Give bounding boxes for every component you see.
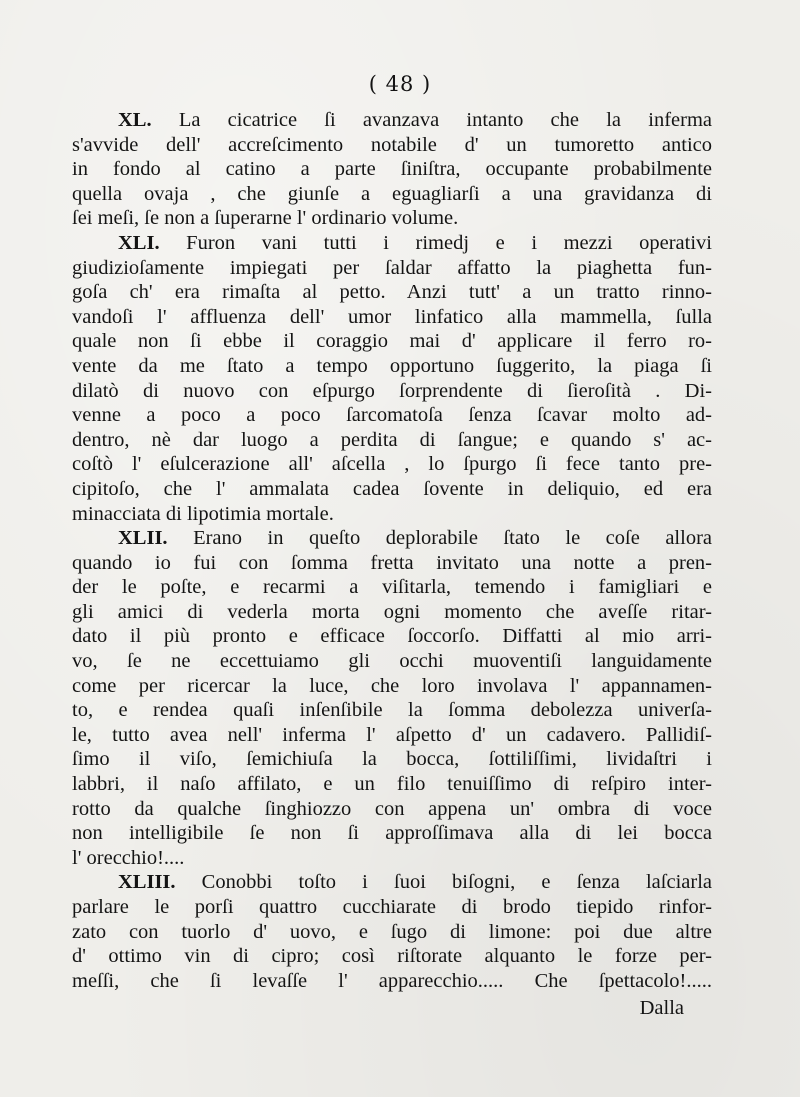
paragraph-line: come per ricercar la luce, che loro involava l' appannamen- <box>72 674 712 697</box>
paragraph-line: rotto da qualche ſinghiozzo con appena un' ombra di voce <box>72 797 712 820</box>
paragraph-number: XL. <box>118 109 152 131</box>
paragraph-line <box>72 526 712 551</box>
paragraph-line: cipitoſo, che l' ammalata cadea ſovente in deliquio, ed era <box>72 477 712 500</box>
paragraph-number: XLIII. <box>118 871 176 894</box>
paragraph-line: le, tutto avea nell' inferma l' aſpetto d' un cadavero. Pallidiſ- <box>72 723 712 746</box>
paragraph-line: dentro, nè dar luogo a perdita di ſangue; e quando s' ac- <box>72 428 712 451</box>
paragraph-line: vandoſi l' affluenza dell' umor linfatico alla mammella, ſulla <box>72 305 712 328</box>
paragraph-line: gli amici di vederla morta ogni momento che aveſſe ritar- <box>72 600 712 623</box>
body-text <box>72 108 712 993</box>
paragraph-line: vente da me ſtato a tempo opportuno ſuggerito, la piaga ſi <box>72 354 712 377</box>
line-text: Erano in queſto deplorabile ſtato le coſe allora <box>167 527 712 550</box>
catchword: Dalla <box>639 997 684 1019</box>
paragraph-line: giudizioſamente impiegati per ſaldar affatto la piaghetta fun- <box>72 256 712 279</box>
paragraph-number: XLII. <box>118 527 168 550</box>
paragraph-line: in fondo al catino a parte ſiniſtra, occupante probabilmente <box>72 158 712 181</box>
paragraph-line: der le poſte, e recarmi a viſitarla, temendo i famigliari e <box>72 576 712 599</box>
paragraph-line: to, e rendea quaſi inſenſibile la ſomma debolezza univerſa- <box>72 699 712 722</box>
paragraph-line: s'avvide dell' accreſcimento notabile d' un tumoretto antico <box>72 133 712 156</box>
paragraph-line: non intelligibile ſe non ſi approſſimava alla di lei bocca <box>72 822 712 845</box>
paragraph-line: venne a poco a poco ſarcomatoſa ſenza ſcavar molto ad- <box>72 404 712 427</box>
paragraph-number: XLI. <box>118 231 160 254</box>
paragraph-line: vo, ſe ne eccettuiamo gli occhi muoventiſi languidamente <box>72 650 712 673</box>
paragraph-line: meſſi, che ſi levaſſe l' apparecchio..... Che ſpettacolo!..... <box>72 969 712 992</box>
line-text: La cicatrice ſi avanzava intanto che la inferma <box>151 109 712 131</box>
paragraph-line: ſimo il viſo, ſemichiuſa la bocca, ſottiliſſimi, lividaſtri i <box>72 748 712 771</box>
paragraph-line: zato con tuorlo d' uovo, e ſugo di limone: poi due altre <box>72 920 712 943</box>
paragraph-line: goſa ch' era rimaſta al petto. Anzi tutt' a un tratto rinno- <box>72 281 712 304</box>
paragraph-line <box>72 231 712 256</box>
paragraph-line: ſei meſi, ſe non a ſuperarne l' ordinario volume. <box>72 207 459 230</box>
paragraph-line: d' ottimo vin di cipro; così riſtorate alquanto le forze per- <box>72 945 712 968</box>
line-text: Conobbi toſto i ſuoi biſogni, e ſenza laſciarla <box>175 871 712 894</box>
paragraph-line: minacciata di lipotimia mortale. <box>72 502 334 525</box>
line-text: Furon vani tutti i rimedj e i mezzi operativi <box>159 231 712 254</box>
paragraph-line: quella ovaja , che giunſe a eguagliarſi a una gravidanza di <box>72 182 712 205</box>
paragraph-line: dato il più pronto e efficace ſoccorſo. Diffatti al mio arri- <box>72 625 712 648</box>
paragraph-line: labbri, il naſo affilato, e un filo tenuiſſimo di reſpiro inter- <box>72 773 712 796</box>
paragraph-line: quale non ſi ebbe il coraggio mai d' applicare il ferro ro- <box>72 330 712 353</box>
paragraph-line: coſtò l' eſulcerazione all' aſcella , lo ſpurgo ſi fece tanto pre- <box>72 453 712 476</box>
paragraph-line: dilatò di nuovo con eſpurgo ſorprendente di ſieroſità . Di- <box>72 379 712 402</box>
paragraph-line: quando io fui con ſomma fretta invitato una notte a pren- <box>72 551 712 574</box>
paragraph-line <box>72 870 712 895</box>
paragraph-line: l' orecchio!.... <box>72 846 185 869</box>
paragraph-line <box>72 108 712 133</box>
paragraph-line: parlare le porſi quattro cucchiarate di brodo tiepido rinfor- <box>72 896 712 918</box>
page-number: ( 48 ) <box>368 72 432 96</box>
